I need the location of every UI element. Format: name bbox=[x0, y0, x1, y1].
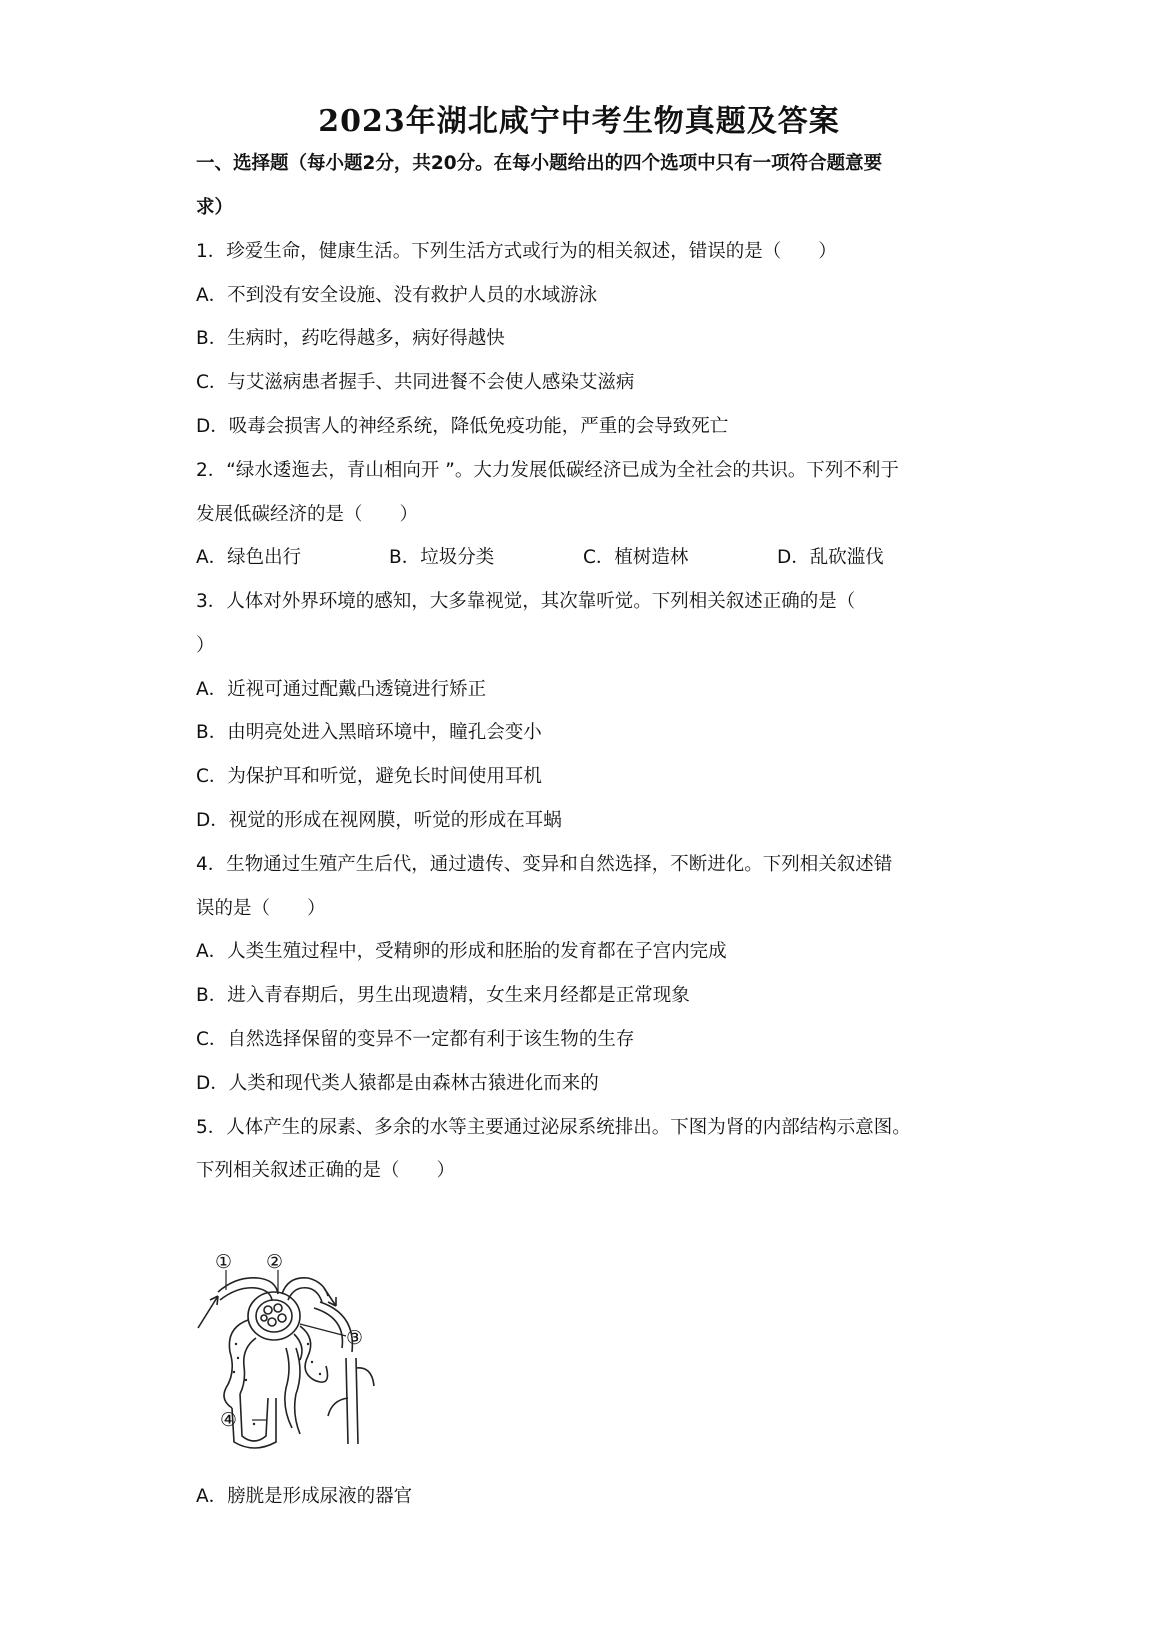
q4-stem-line2: 误的是（ ） bbox=[196, 898, 326, 919]
label-3: ③ bbox=[346, 1327, 364, 1349]
q3-option-d: D．视觉的形成在视网膜，听觉的形成在耳蜗 bbox=[196, 810, 562, 831]
q1-option-a: A．不到没有安全设施、没有救护人员的水域游泳 bbox=[196, 285, 598, 306]
q2-option-a: A．绿色出行 bbox=[196, 547, 302, 568]
q3-stem-line1: 3．人体对外界环境的感知，大多靠视觉，其次靠听觉。下列相关叙述正确的是（ bbox=[196, 591, 856, 612]
q2-option-d: D．乱砍滥伐 bbox=[777, 547, 884, 568]
q1-stem: 1．珍爱生命，健康生活。下列生活方式或行为的相关叙述，错误的是（ ） bbox=[196, 241, 837, 262]
q3-option-c: C．为保护耳和听觉，避免长时间使用耳机 bbox=[196, 766, 542, 787]
section-heading-line2: 求） bbox=[196, 197, 234, 218]
q1-option-d: D．吸毒会损害人的神经系统，降低免疫功能，严重的会导致死亡 bbox=[196, 416, 729, 437]
label-2: ② bbox=[266, 1251, 284, 1273]
label-4: ④ bbox=[220, 1409, 238, 1431]
section-heading-line1: 一、选择题（每小题2分，共20分。在每小题给出的四个选项中只有一项符合题意要 bbox=[196, 153, 883, 174]
q5-stem-line2: 下列相关叙述正确的是（ ） bbox=[196, 1160, 456, 1181]
q2-stem-line2: 发展低碳经济的是（ ） bbox=[196, 504, 419, 525]
q3-stem-line2: ） bbox=[196, 635, 215, 656]
q4-option-c: C．自然选择保留的变异不一定都有利于该生物的生存 bbox=[196, 1029, 635, 1050]
q3-option-a: A．近视可通过配戴凸透镜进行矫正 bbox=[196, 679, 487, 700]
q2-option-c: C．植树造林 bbox=[583, 547, 689, 568]
q4-stem-line1: 4．生物通过生殖产生后代，通过遗传、变异和自然选择，不断进化。下列相关叙述错 bbox=[196, 854, 893, 875]
label-1: ① bbox=[215, 1251, 233, 1273]
q5-option-a: A．膀胱是形成尿液的器官 bbox=[196, 1486, 413, 1507]
q3-option-b: B．由明亮处进入黑暗环境中，瞳孔会变小 bbox=[196, 722, 542, 743]
q2-stem-line1: 2．“绿水逶迤去，青山相向开 ”。大力发展低碳经济已成为全社会的共识。下列不利于 bbox=[196, 460, 899, 481]
q1-option-b: B．生病时，药吃得越多，病好得越快 bbox=[196, 328, 505, 349]
q5-stem-line1: 5．人体产生的尿素、多余的水等主要通过泌尿系统排出。下图为肾的内部结构示意图。 bbox=[196, 1117, 911, 1138]
q2-options-row bbox=[196, 546, 916, 570]
q4-option-a: A．人类生殖过程中，受精卵的形成和胚胎的发育都在子宫内完成 bbox=[196, 941, 727, 962]
q2-option-b: B．垃圾分类 bbox=[389, 547, 495, 568]
q1-option-c: C．与艾滋病患者握手、共同进餐不会使人感染艾滋病 bbox=[196, 372, 635, 393]
q4-option-b: B．进入青春期后，男生出现遗精，女生来月经都是正常现象 bbox=[196, 985, 690, 1006]
page-title: 2023年湖北咸宁中考生物真题及答案 bbox=[318, 104, 840, 139]
nephron-illustration bbox=[196, 1248, 406, 1450]
nephron-diagram bbox=[196, 1248, 406, 1450]
q4-option-d: D．人类和现代类人猿都是由森林古猿进化而来的 bbox=[196, 1073, 599, 1094]
